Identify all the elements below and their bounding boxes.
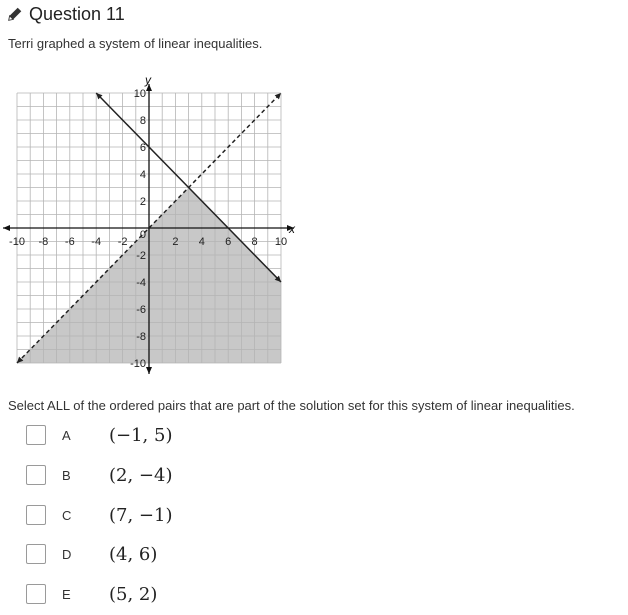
x-axis-label: x	[289, 222, 295, 236]
option-a[interactable]	[26, 422, 266, 448]
x-tick-label: 2	[172, 236, 179, 248]
x-tick-label: 0	[139, 229, 146, 241]
option-d[interactable]	[26, 541, 266, 567]
y-tick-label: 6	[139, 142, 146, 154]
question-header	[6, 2, 125, 26]
option-a-letter: A	[62, 427, 71, 443]
y-tick-label: -8	[136, 331, 146, 343]
question-instruction: Select ALL of the ordered pairs that are part of the solution set for this system of linear inequalities.	[8, 398, 575, 413]
option-c-pair: (7, −1)	[109, 504, 173, 526]
y-tick-label: 4	[139, 169, 146, 181]
y-tick-label: -2	[136, 250, 146, 262]
y-axis-arrow-down	[146, 367, 152, 374]
y-tick-label: 2	[139, 196, 146, 208]
option-b-letter: B	[62, 467, 71, 483]
option-d-checkbox[interactable]	[26, 544, 46, 564]
option-c[interactable]	[26, 502, 266, 528]
inequality-graph	[0, 72, 306, 382]
x-tick-label: -2	[117, 236, 128, 248]
x-tick-label: 10	[274, 236, 288, 248]
option-c-checkbox[interactable]	[26, 505, 46, 525]
option-e-checkbox[interactable]	[26, 584, 46, 604]
y-tick-label: 10	[133, 88, 146, 100]
option-a-checkbox[interactable]	[26, 425, 46, 445]
dashed-boundary-line-arrow	[275, 93, 281, 99]
coordinate-plane	[0, 72, 306, 382]
y-tick-label: 8	[139, 115, 146, 127]
option-e[interactable]	[26, 581, 266, 607]
y-axis-label: y	[145, 73, 151, 87]
x-tick-label: 6	[225, 236, 232, 248]
option-c-letter: C	[62, 507, 72, 523]
y-tick-label: -10	[130, 358, 146, 370]
question-prompt: Terri graphed a system of linear inequalities.	[8, 36, 263, 51]
option-a-pair: (−1, 5)	[109, 424, 173, 446]
y-tick-label: -4	[136, 277, 146, 289]
y-tick-label: -6	[136, 304, 146, 316]
option-b-pair: (2, −4)	[109, 464, 173, 486]
x-axis-arrow-left	[3, 225, 10, 231]
x-tick-label: 8	[251, 236, 258, 248]
question-title: Question 11	[29, 3, 125, 24]
x-tick-label: -6	[64, 236, 75, 248]
x-tick-label: -10	[9, 236, 25, 248]
option-e-pair: (5, 2)	[109, 583, 158, 605]
option-b[interactable]	[26, 462, 266, 488]
pencil-icon	[6, 5, 24, 23]
x-tick-label: 4	[198, 236, 205, 248]
x-tick-label: -4	[91, 236, 102, 248]
option-d-pair: (4, 6)	[109, 543, 158, 565]
x-tick-label: -8	[38, 236, 49, 248]
option-d-letter: D	[62, 546, 72, 562]
option-e-letter: E	[62, 586, 71, 602]
option-b-checkbox[interactable]	[26, 465, 46, 485]
